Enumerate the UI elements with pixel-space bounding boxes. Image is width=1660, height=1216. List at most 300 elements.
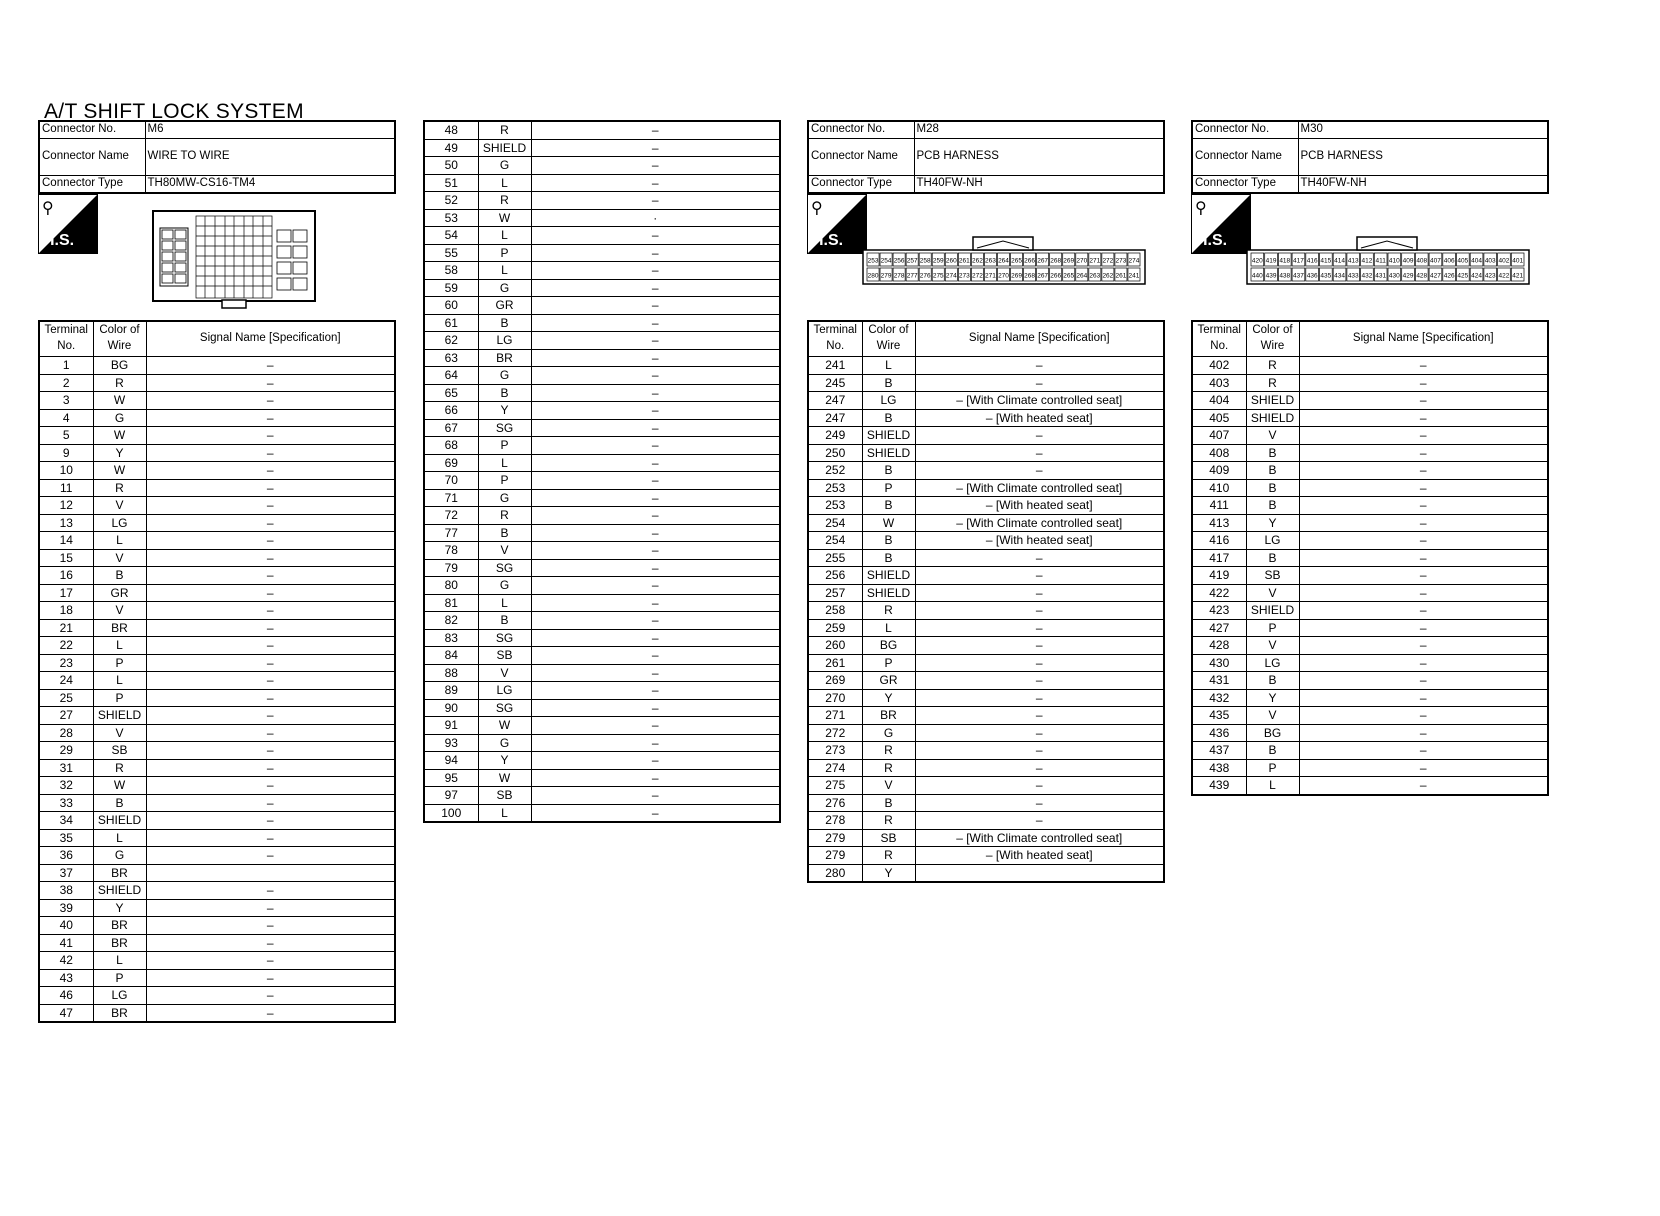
m28-harness-side-icon: ⚲ H.S.	[807, 194, 867, 254]
connector-pin-label: 273	[958, 272, 970, 280]
wire-color: R	[862, 602, 915, 620]
table-row	[1192, 672, 1548, 690]
signal-name: –	[531, 367, 780, 385]
wire-color: SHIELD	[862, 584, 915, 602]
signal-name: –	[146, 619, 395, 637]
signal-name: –	[531, 699, 780, 717]
table-row	[808, 724, 1164, 742]
wire-color: Y	[93, 444, 146, 462]
table-row	[39, 724, 395, 742]
connector-pin-label: 436	[1306, 272, 1318, 280]
signal-name: –	[915, 462, 1164, 480]
terminal-no: 405	[1192, 409, 1246, 427]
table-row	[424, 262, 780, 280]
terminal-no: 435	[1192, 707, 1246, 725]
signal-name: –	[1299, 689, 1548, 707]
connector-pin-label: 278	[893, 272, 905, 280]
table-row	[1192, 637, 1548, 655]
wire-color: GR	[478, 297, 531, 315]
signal-name: –	[531, 314, 780, 332]
signal-name: –	[1299, 584, 1548, 602]
connector-pin-label: 409	[1402, 257, 1414, 265]
connector-pin-label: 414	[1334, 257, 1345, 265]
connector-pin-label: 274	[1128, 257, 1140, 265]
table-row	[39, 357, 395, 375]
table-row	[39, 1004, 395, 1022]
table-row	[39, 742, 395, 760]
terminal-no: 21	[39, 619, 93, 637]
connector-pin-label: 433	[1347, 272, 1359, 280]
terminal-no: 50	[424, 157, 478, 175]
table-row	[1192, 374, 1548, 392]
page-title: A/T SHIFT LOCK SYSTEM	[44, 100, 304, 123]
table-row	[39, 777, 395, 795]
signal-name: –	[146, 462, 395, 480]
connector-pin-label: 264	[1076, 272, 1088, 280]
wire-color: V	[1246, 584, 1299, 602]
wire-color: R	[478, 507, 531, 525]
connector-pin-label: 260	[945, 257, 957, 265]
signal-name: –	[1299, 392, 1548, 410]
wire-color: SHIELD	[478, 139, 531, 157]
connector-pin-label: 265	[1063, 272, 1075, 280]
signal-name: –	[146, 479, 395, 497]
terminal-no-header: Terminal No.	[39, 321, 93, 357]
signal-name: –	[146, 689, 395, 707]
terminal-no: 54	[424, 227, 478, 245]
terminal-no: 90	[424, 699, 478, 717]
connector-pin-label: 404	[1471, 257, 1482, 265]
connector-pin-label: 257	[906, 257, 918, 265]
wire-color: Y	[1246, 689, 1299, 707]
wire-color: B	[1246, 549, 1299, 567]
signal-name: ·	[531, 209, 780, 227]
wire-color: W	[93, 427, 146, 445]
wire-color: L	[862, 357, 915, 375]
wire-color: G	[862, 724, 915, 742]
connector-pin-label: 262	[1102, 272, 1114, 280]
signal-name: –	[531, 402, 780, 420]
table-row	[39, 794, 395, 812]
table-row	[39, 619, 395, 637]
terminal-no: 33	[39, 794, 93, 812]
connector-pin-label: 263	[1089, 272, 1101, 280]
connector-name-label: Connector Name	[39, 139, 145, 176]
table-row	[39, 952, 395, 970]
signal-name: –	[531, 769, 780, 787]
signal-name: –	[146, 444, 395, 462]
terminal-no: 23	[39, 654, 93, 672]
terminal-no: 60	[424, 297, 478, 315]
table-row	[424, 227, 780, 245]
terminal-no: 66	[424, 402, 478, 420]
table-row	[39, 672, 395, 690]
m30-connector-face-icon	[1246, 236, 1530, 291]
wire-color: L	[478, 262, 531, 280]
signal-name: –	[146, 1004, 395, 1022]
wire-color: LG	[1246, 654, 1299, 672]
terminal-no: 413	[1192, 514, 1246, 532]
signal-name-header: Signal Name [Specification]	[915, 321, 1164, 357]
terminal-no: 249	[808, 427, 862, 445]
table-row	[424, 542, 780, 560]
wire-color: G	[478, 157, 531, 175]
table-row	[808, 497, 1164, 515]
signal-name: –	[531, 647, 780, 665]
connector-type-label: Connector Type	[1192, 176, 1298, 194]
m6-connector-type: TH80MW-CS16-TM4	[145, 176, 395, 194]
terminal-no: 55	[424, 244, 478, 262]
signal-name: –	[531, 717, 780, 735]
terminal-no: 27	[39, 707, 93, 725]
signal-name: –	[531, 384, 780, 402]
signal-name: –	[531, 297, 780, 315]
signal-name: –	[915, 374, 1164, 392]
terminal-no: 14	[39, 532, 93, 550]
terminal-no: 403	[1192, 374, 1246, 392]
connector-pin-label: 279	[880, 272, 892, 280]
terminal-no: 43	[39, 969, 93, 987]
connector-pin-label: 419	[1265, 257, 1277, 265]
connector-pin-label: 418	[1279, 257, 1291, 265]
terminal-no: 95	[424, 769, 478, 787]
signal-name: –	[915, 794, 1164, 812]
table-row	[808, 654, 1164, 672]
signal-name: –	[915, 689, 1164, 707]
signal-name-header: Signal Name [Specification]	[146, 321, 395, 357]
connector-pin-label: 427	[1430, 272, 1441, 280]
terminal-no: 275	[808, 777, 862, 795]
wire-color: P	[478, 437, 531, 455]
connector-pin-label: 401	[1512, 257, 1524, 265]
signal-name: –	[146, 672, 395, 690]
signal-name: –	[146, 707, 395, 725]
terminal-no: 270	[808, 689, 862, 707]
wire-color: P	[1246, 619, 1299, 637]
terminal-no: 40	[39, 917, 93, 935]
table-row	[808, 689, 1164, 707]
terminal-no: 93	[424, 734, 478, 752]
table-row	[808, 409, 1164, 427]
wire-color: SB	[862, 829, 915, 847]
terminal-no: 24	[39, 672, 93, 690]
table-row	[39, 549, 395, 567]
signal-name: –	[531, 664, 780, 682]
wire-color: G	[93, 847, 146, 865]
connector-pin-label: 269	[1011, 272, 1022, 280]
signal-name: –	[146, 742, 395, 760]
wire-color: G	[478, 367, 531, 385]
table-row	[424, 804, 780, 822]
terminal-no: 279	[808, 847, 862, 865]
table-row	[424, 682, 780, 700]
signal-name: –	[531, 507, 780, 525]
table-row	[808, 812, 1164, 830]
table-row	[1192, 444, 1548, 462]
table-row	[39, 462, 395, 480]
table-row	[808, 777, 1164, 795]
signal-name: –	[1299, 462, 1548, 480]
table-row	[1192, 514, 1548, 532]
signal-name: –	[146, 847, 395, 865]
terminal-no: 279	[808, 829, 862, 847]
connector-pin-label: 432	[1361, 272, 1373, 280]
signal-name: – [With Climate controlled seat]	[915, 829, 1164, 847]
terminal-no: 69	[424, 454, 478, 472]
table-row	[424, 297, 780, 315]
connector-pin-label: 425	[1457, 272, 1469, 280]
m30-terminal-table	[1191, 320, 1549, 796]
wire-color: L	[478, 174, 531, 192]
wire-color: SG	[478, 559, 531, 577]
wire-color: B	[862, 549, 915, 567]
terminal-no: 274	[808, 759, 862, 777]
wire-color: V	[93, 549, 146, 567]
signal-name: –	[531, 437, 780, 455]
table-row	[1192, 357, 1548, 375]
wire-color: BR	[478, 349, 531, 367]
terminal-no: 71	[424, 489, 478, 507]
signal-name: – [With heated seat]	[915, 532, 1164, 550]
wire-color: R	[862, 812, 915, 830]
table-row	[1192, 689, 1548, 707]
wire-color: SB	[478, 787, 531, 805]
color-of-wire-header: Color of Wire	[93, 321, 146, 357]
table-row	[424, 664, 780, 682]
wire-color: G	[478, 489, 531, 507]
table-row	[39, 584, 395, 602]
wire-color: L	[478, 594, 531, 612]
wire-color: V	[93, 602, 146, 620]
connector-name-label: Connector Name	[1192, 139, 1298, 176]
connector-pin-label: 271	[985, 272, 996, 280]
wire-color: LG	[93, 514, 146, 532]
signal-name: –	[915, 619, 1164, 637]
table-row	[808, 759, 1164, 777]
wire-color: R	[93, 479, 146, 497]
wire-color: SB	[478, 647, 531, 665]
connector-pin-label: 410	[1388, 257, 1400, 265]
table-row	[808, 549, 1164, 567]
signal-name: – [With heated seat]	[915, 409, 1164, 427]
terminal-no: 273	[808, 742, 862, 760]
terminal-no: 4	[39, 409, 93, 427]
table-row	[808, 584, 1164, 602]
terminal-no: 94	[424, 752, 478, 770]
terminal-no: 62	[424, 332, 478, 350]
signal-name: –	[146, 917, 395, 935]
table-row	[1192, 427, 1548, 445]
wire-color: R	[862, 742, 915, 760]
signal-name: –	[531, 227, 780, 245]
table-row	[424, 472, 780, 490]
signal-name: –	[146, 584, 395, 602]
wire-color: V	[1246, 637, 1299, 655]
terminal-no: 260	[808, 637, 862, 655]
m28-connector-no: M28	[914, 121, 1164, 139]
signal-name: –	[531, 804, 780, 822]
m30-connector-info	[1191, 120, 1549, 194]
terminal-no: 253	[808, 497, 862, 515]
m6-harness-side-icon: ⚲ H.S.	[38, 194, 98, 254]
connector-pin-label: 269	[1063, 257, 1075, 265]
signal-name: –	[915, 444, 1164, 462]
wire-color: Y	[478, 402, 531, 420]
table-row	[424, 209, 780, 227]
wire-color: B	[862, 794, 915, 812]
terminal-no: 280	[808, 864, 862, 882]
wire-color: B	[478, 384, 531, 402]
terminal-no: 58	[424, 262, 478, 280]
connector-pin-label: 261	[1115, 272, 1127, 280]
connector-pin-label: 431	[1375, 272, 1387, 280]
signal-name: –	[915, 759, 1164, 777]
wire-color: LG	[862, 392, 915, 410]
connector-pin-label: 426	[1443, 272, 1455, 280]
signal-name: –	[146, 952, 395, 970]
terminal-no: 245	[808, 374, 862, 392]
terminal-no: 91	[424, 717, 478, 735]
terminal-no: 82	[424, 612, 478, 630]
connector-pin-label: 422	[1498, 272, 1510, 280]
terminal-no: 59	[424, 279, 478, 297]
terminal-no: 2	[39, 374, 93, 392]
table-row	[39, 689, 395, 707]
terminal-no: 256	[808, 567, 862, 585]
terminal-no: 257	[808, 584, 862, 602]
table-row	[39, 654, 395, 672]
table-row	[808, 444, 1164, 462]
table-row	[808, 514, 1164, 532]
table-row	[808, 357, 1164, 375]
table-row	[424, 524, 780, 542]
table-row	[808, 672, 1164, 690]
table-row	[1192, 707, 1548, 725]
wire-color: Y	[478, 752, 531, 770]
terminal-no: 65	[424, 384, 478, 402]
signal-name: –	[146, 514, 395, 532]
connector-pin-label: 253	[867, 257, 879, 265]
connector-pin-label: 440	[1251, 272, 1263, 280]
m28-connector-type: TH40FW-NH	[914, 176, 1164, 194]
terminal-no: 32	[39, 777, 93, 795]
terminal-no: 48	[424, 121, 478, 139]
m28-connector-name: PCB HARNESS	[914, 139, 1164, 176]
table-row	[39, 427, 395, 445]
wire-color: B	[1246, 479, 1299, 497]
wire-color: W	[93, 392, 146, 410]
wire-color: B	[862, 409, 915, 427]
signal-name: –	[146, 987, 395, 1005]
wire-color: G	[478, 279, 531, 297]
table-row	[1192, 584, 1548, 602]
terminal-no: 78	[424, 542, 478, 560]
signal-name: –	[531, 787, 780, 805]
table-row	[424, 769, 780, 787]
connector-pin-label: 258	[919, 257, 931, 265]
signal-name: –	[531, 157, 780, 175]
signal-name: –	[1299, 777, 1548, 795]
table-row	[424, 402, 780, 420]
signal-name: –	[915, 549, 1164, 567]
terminal-no: 70	[424, 472, 478, 490]
terminal-no: 12	[39, 497, 93, 515]
connector-pin-label: 268	[1024, 272, 1036, 280]
terminal-no: 416	[1192, 532, 1246, 550]
wire-color: V	[862, 777, 915, 795]
table-row	[424, 629, 780, 647]
terminal-no: 88	[424, 664, 478, 682]
wire-color: G	[478, 734, 531, 752]
wire-color: P	[478, 472, 531, 490]
wire-color: SHIELD	[1246, 602, 1299, 620]
wire-color: V	[93, 497, 146, 515]
m28-connector-face-icon	[862, 236, 1146, 291]
terminal-no: 3	[39, 392, 93, 410]
connector-pin-label: 430	[1388, 272, 1400, 280]
wire-color: BR	[93, 619, 146, 637]
table-row	[1192, 602, 1548, 620]
connector-pin-label: 267	[1037, 272, 1049, 280]
wire-color: W	[93, 462, 146, 480]
terminal-no: 13	[39, 514, 93, 532]
wire-color: B	[1246, 444, 1299, 462]
m30-connector-no: M30	[1298, 121, 1548, 139]
wire-color: R	[1246, 374, 1299, 392]
wire-color: P	[1246, 759, 1299, 777]
signal-name: –	[146, 934, 395, 952]
signal-name: –	[1299, 427, 1548, 445]
terminal-no: 67	[424, 419, 478, 437]
terminal-no: 39	[39, 899, 93, 917]
connector-pin-label: 271	[1089, 257, 1101, 265]
wire-color: GR	[93, 584, 146, 602]
connector-pin-label: 413	[1347, 257, 1359, 265]
wire-color: R	[1246, 357, 1299, 375]
terminal-no: 25	[39, 689, 93, 707]
wire-color: B	[93, 794, 146, 812]
signal-name: –	[1299, 707, 1548, 725]
color-of-wire-header: Color of Wire	[1246, 321, 1299, 357]
wire-color: L	[93, 637, 146, 655]
connector-pin-label: 439	[1265, 272, 1277, 280]
table-row	[424, 174, 780, 192]
m6-connector-no: M6	[145, 121, 395, 139]
connector-pin-label: 266	[1050, 272, 1062, 280]
signal-name: –	[146, 899, 395, 917]
terminal-no: 259	[808, 619, 862, 637]
wire-color: B	[1246, 497, 1299, 515]
connector-pin-label: 256	[893, 257, 905, 265]
terminal-no: 247	[808, 392, 862, 410]
terminal-no: 255	[808, 549, 862, 567]
wire-color: BG	[862, 637, 915, 655]
signal-name: –	[531, 734, 780, 752]
connector-pin-label: 266	[1024, 257, 1036, 265]
wire-color: Y	[93, 899, 146, 917]
m6-terminal-table-b	[423, 120, 781, 823]
table-row	[424, 332, 780, 350]
signal-name: –	[146, 497, 395, 515]
terminal-no: 53	[424, 209, 478, 227]
connector-pin-label: 280	[867, 272, 879, 280]
wire-color: P	[93, 689, 146, 707]
table-row	[424, 489, 780, 507]
table-row	[808, 479, 1164, 497]
connector-pin-label: 417	[1293, 257, 1304, 265]
signal-name: –	[531, 612, 780, 630]
connector-pin-label: 265	[1011, 257, 1022, 265]
